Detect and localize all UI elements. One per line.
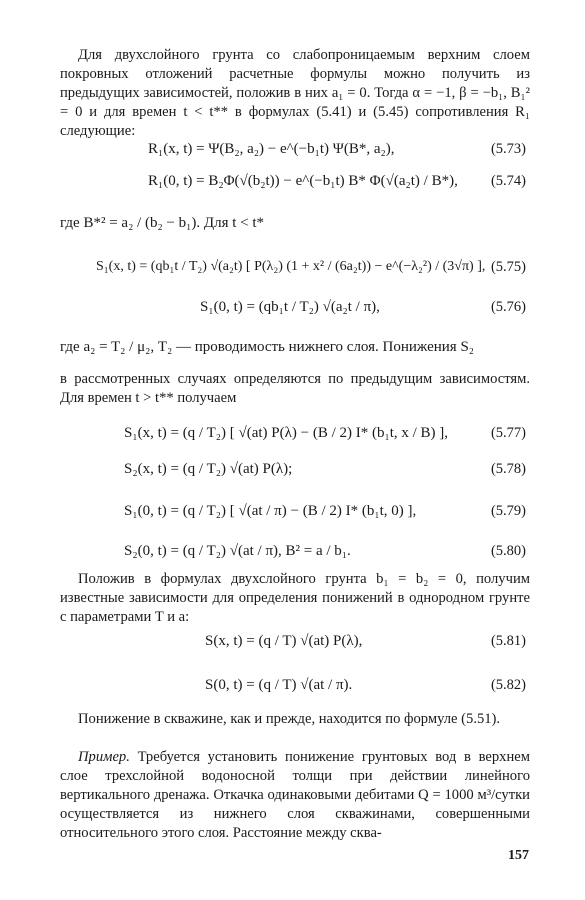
- equation-number: (5.79): [490, 503, 526, 519]
- paragraph-intro: Для двухслойного грунта со слабопроницаемым верхним слоем покровных отложений расчетные формулы можно получить из предыдущих зависимостей, положив в них a₁ = 0. Тогда α = −1, β = −b₁, B₁² = 0 и для времен t < t** в формулах (5.41) и (5.45) сопротивления R₁ следующие:: [60, 47, 530, 139]
- equation-number: (5.80): [490, 543, 526, 559]
- equation-body: S₁(0, t) = (q / T₂) [ √(at / π) − (B / 2) I* (b₁t, 0) ],: [124, 503, 417, 519]
- equation-5-78: [60, 454, 530, 484]
- equation-number: (5.76): [490, 299, 526, 315]
- equation-body: S₂(0, t) = (q / T₂) √(at / π), B² = a / b₁.: [124, 543, 351, 559]
- equation-5-79: [60, 496, 530, 526]
- equation-number: (5.75): [490, 259, 526, 275]
- equation-body: S(0, t) = (q / T) √(at / π).: [205, 677, 353, 693]
- where-clause-a2: где a₂ = T₂ / μ₂, T₂ — проводимость нижнего слоя. Понижения S₂: [60, 339, 475, 355]
- equation-5-80: [60, 536, 530, 566]
- equation-body: R₁(0, t) = B₂Φ(√(b₂t)) − e^(−b₁t) B* Φ(√(a₂t) / B*),: [148, 173, 458, 189]
- equation-5-73: [60, 134, 530, 164]
- equation-5-81: [60, 626, 530, 656]
- equation-5-74: [60, 166, 530, 196]
- example-text: Требуется установить понижение грунтовых вод в верхнем слое трехслойной водоносной толщи при действии линейного вертикального дренажа. Откачка одинаковыми дебитами Q = 1000 м³/сутки осуществляется из нижнего слоя скважинами, совершенными относительного этого слоя. Расстояние между сква-: [60, 749, 530, 841]
- paragraph-dependencies: в рассмотренных случаях определяются по предыдущим зависимостям. Для времен t > t** получаем: [60, 371, 530, 406]
- equation-body: S₁(x, t) = (qb₁t / T₂) √(a₂t) [ P(λ₂) (1 + x² / (6a₂t)) − e^(−λ₂²) / (3√π) ],: [96, 259, 486, 274]
- paragraph-homogeneous: Положив в формулах двухслойного грунта b₁ = b₂ = 0, получим известные зависимости для определения понижений в однородном грунте с параметрами T и a:: [60, 571, 530, 625]
- equation-5-76: [60, 292, 530, 322]
- equation-5-75: [60, 252, 530, 282]
- equation-body: S₁(0, t) = (qb₁t / T₂) √(a₂t / π),: [200, 299, 380, 315]
- where-clause-b-star: где B*² = a₂ / (b₂ − b₁). Для t < t*: [60, 215, 265, 231]
- equation-number: (5.77): [490, 425, 526, 441]
- equation-5-77: [60, 418, 530, 448]
- equation-body: S₁(x, t) = (q / T₂) [ √(at) P(λ) − (B / 2) I* (b₁t, x / B) ],: [124, 425, 449, 441]
- equation-body: S₂(x, t) = (q / T₂) √(at) P(λ);: [124, 461, 293, 477]
- page-number: 157: [508, 848, 529, 863]
- equation-body: S(x, t) = (q / T) √(at) P(λ),: [205, 633, 363, 649]
- equation-number: (5.74): [490, 173, 526, 189]
- example-lead: Пример.: [78, 749, 130, 765]
- paragraph-well-drawdown: Понижение в скважине, как и прежде, находится по формуле (5.51).: [78, 711, 501, 727]
- equation-number: (5.78): [490, 461, 526, 477]
- equation-5-82: [60, 670, 530, 700]
- equation-number: (5.73): [490, 141, 526, 157]
- equation-number: (5.81): [490, 633, 526, 649]
- equation-body: R₁(x, t) = Ψ(B₂, a₂) − e^(−b₁t) Ψ(B*, a₂),: [148, 141, 395, 157]
- paragraph-example: [60, 748, 530, 843]
- equation-number: (5.82): [490, 677, 526, 693]
